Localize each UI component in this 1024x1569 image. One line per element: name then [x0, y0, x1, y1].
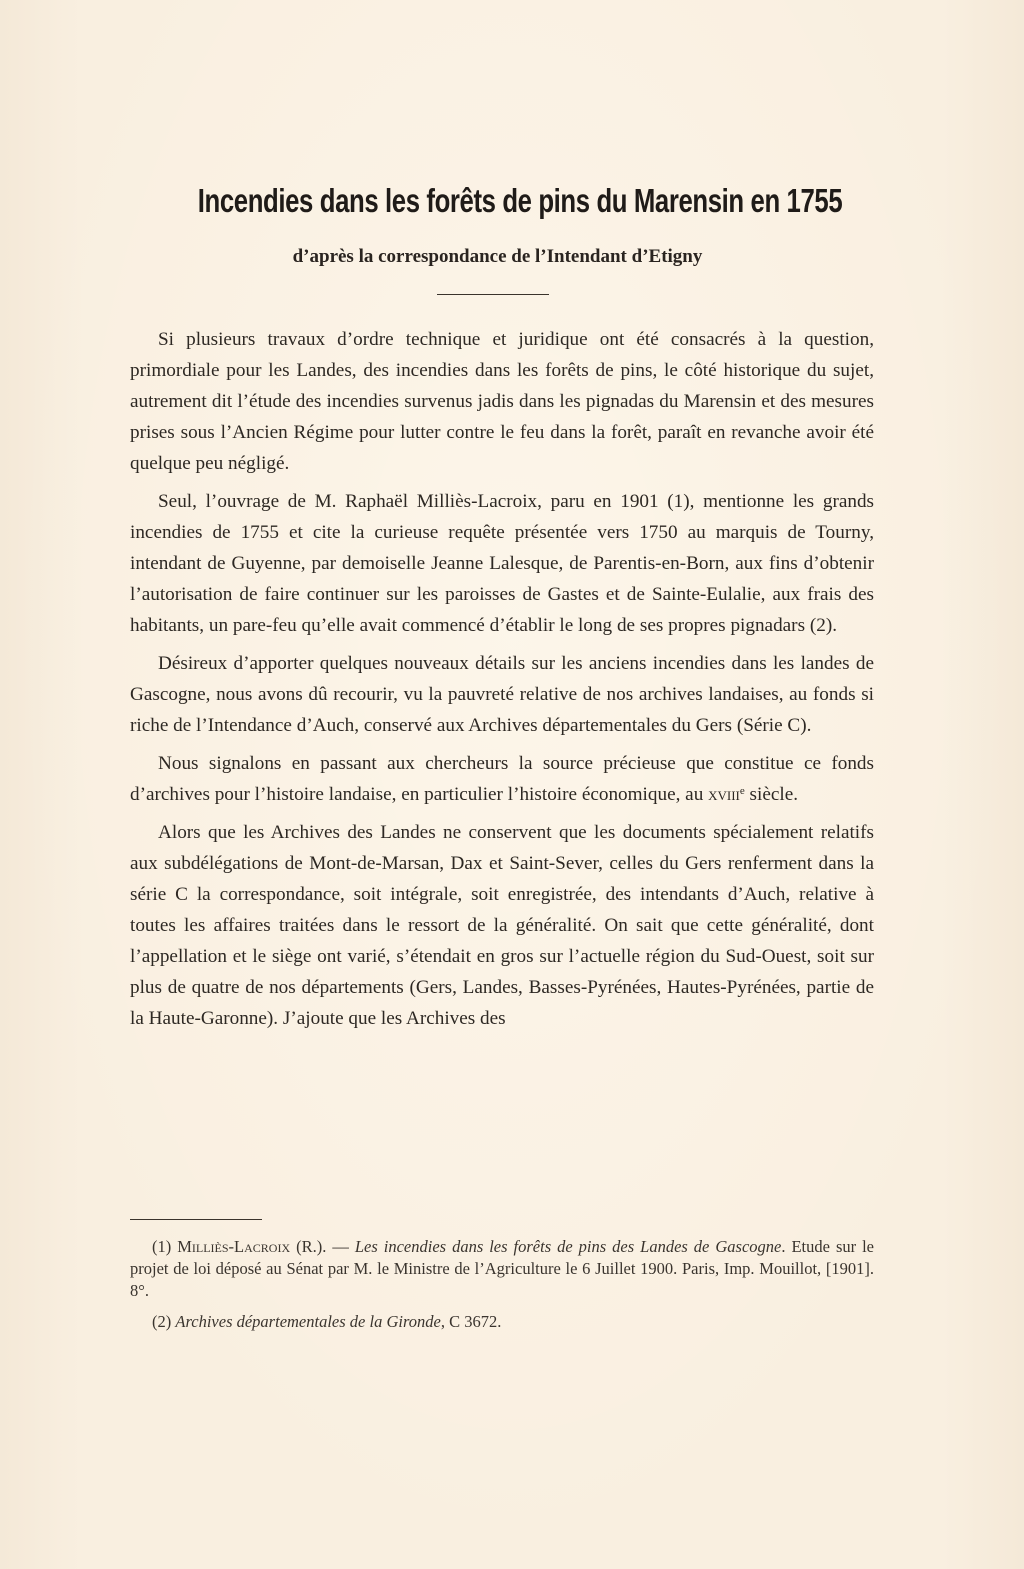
footnote-divider [130, 1219, 262, 1220]
footnote-2-title: Archives départementales de la Gironde [175, 1312, 441, 1331]
footnote-1-author: Milliès-Lacroix [177, 1237, 291, 1256]
article-subtitle: d’après la correspondance de l’Intendant d’Etigny [292, 246, 703, 267]
footnote-1-author-initial: (R.). — [290, 1237, 355, 1256]
paragraph-4 [130, 748, 874, 810]
paragraph-2: Seul, l’ouvrage de M. Raphaël Milliès-Lacroix, paru en 1901 (1), mentionne les grands incendies de 1755 et cite la curieuse requête présentée vers 1750 au marquis de Tourny, intendant de Guyenne, par demoiselle Jeanne Lalesque, de Parentis-en-Born, aux fins d’obtenir l’autorisation de faire continuer sur les paroisses de Gastes et de Sainte-Eulalie, aux frais des habitants, un pare-feu qu’elle avait commencé d’établir le long de ses propres pignadars (2). [130, 491, 874, 636]
paragraph-1: Si plusieurs travaux d’ordre technique et juridique ont été consacrés à la question, primordiale pour les Landes, des incendies dans les forêts de pins, le côté historique du sujet, autrement dit l’étude des incendies survenus jadis dans les pignadas du Marensin et des mesures prises sous l’Ancien Régime pour lutter contre le feu dans la forêt, paraît en revanche avoir été quelque peu négligé. [130, 329, 874, 474]
paragraph-4-text-a: Nous signalons en passant aux chercheurs la source précieuse que constitue ce fonds d’archives pour l’histoire landaise, en particulier l’histoire économique, au [130, 753, 874, 805]
article-title: Incendies dans les forêts de pins du Marensin en 1755 [197, 182, 843, 219]
footnote-2-details: , C 3672. [440, 1312, 502, 1331]
century-numeral: xviii [708, 784, 740, 805]
article-body [130, 324, 874, 1041]
footnotes [130, 1236, 874, 1342]
paragraph-4-text-b: siècle. [744, 784, 799, 805]
footnote-1-number: (1) [152, 1237, 178, 1256]
century-superscript: e [739, 785, 745, 797]
footnote-2-number: (2) [152, 1312, 176, 1331]
footnote-2 [130, 1311, 874, 1333]
footnote-1-details: . Etude sur le projet de loi déposé au Sénat par M. le Ministre de l’Agriculture le 6 Juillet 1900. Paris, Imp. Mouillot, [1901]. 8°. [130, 1237, 875, 1300]
title-divider [437, 294, 549, 295]
footnote-1-title: Les incendies dans les forêts de pins des Landes de Gascogne [354, 1237, 782, 1256]
footnote-1 [130, 1236, 874, 1302]
paragraph-5: Alors que les Archives des Landes ne conservent que les documents spécialement relatifs aux subdélégations de Mont-de-Marsan, Dax et Saint-Sever, celles du Gers renferment dans la série C la correspondance, soit intégrale, soit enregistrée, des intendants d’Auch, relative à toutes les affaires traitées dans le ressort de la généralité. On sait que cette généralité, dont l’appellation et le siège ont varié, s’étendait en gros sur l’actuelle région du Sud-Ouest, soit sur plus de quatre de nos départements (Gers, Landes, Basses-Pyrénées, Hautes-Pyrénées, partie de la Haute-Garonne). J’ajoute que les Archives des [130, 822, 874, 1029]
paragraph-3: Désireux d’apporter quelques nouveaux détails sur les anciens incendies dans les landes de Gascogne, nous avons dû recourir, vu la pauvreté relative de nos archives landaises, au fonds si riche de l’Intendance d’Auch, conservé aux Archives départementales du Gers (Série C). [130, 653, 874, 736]
